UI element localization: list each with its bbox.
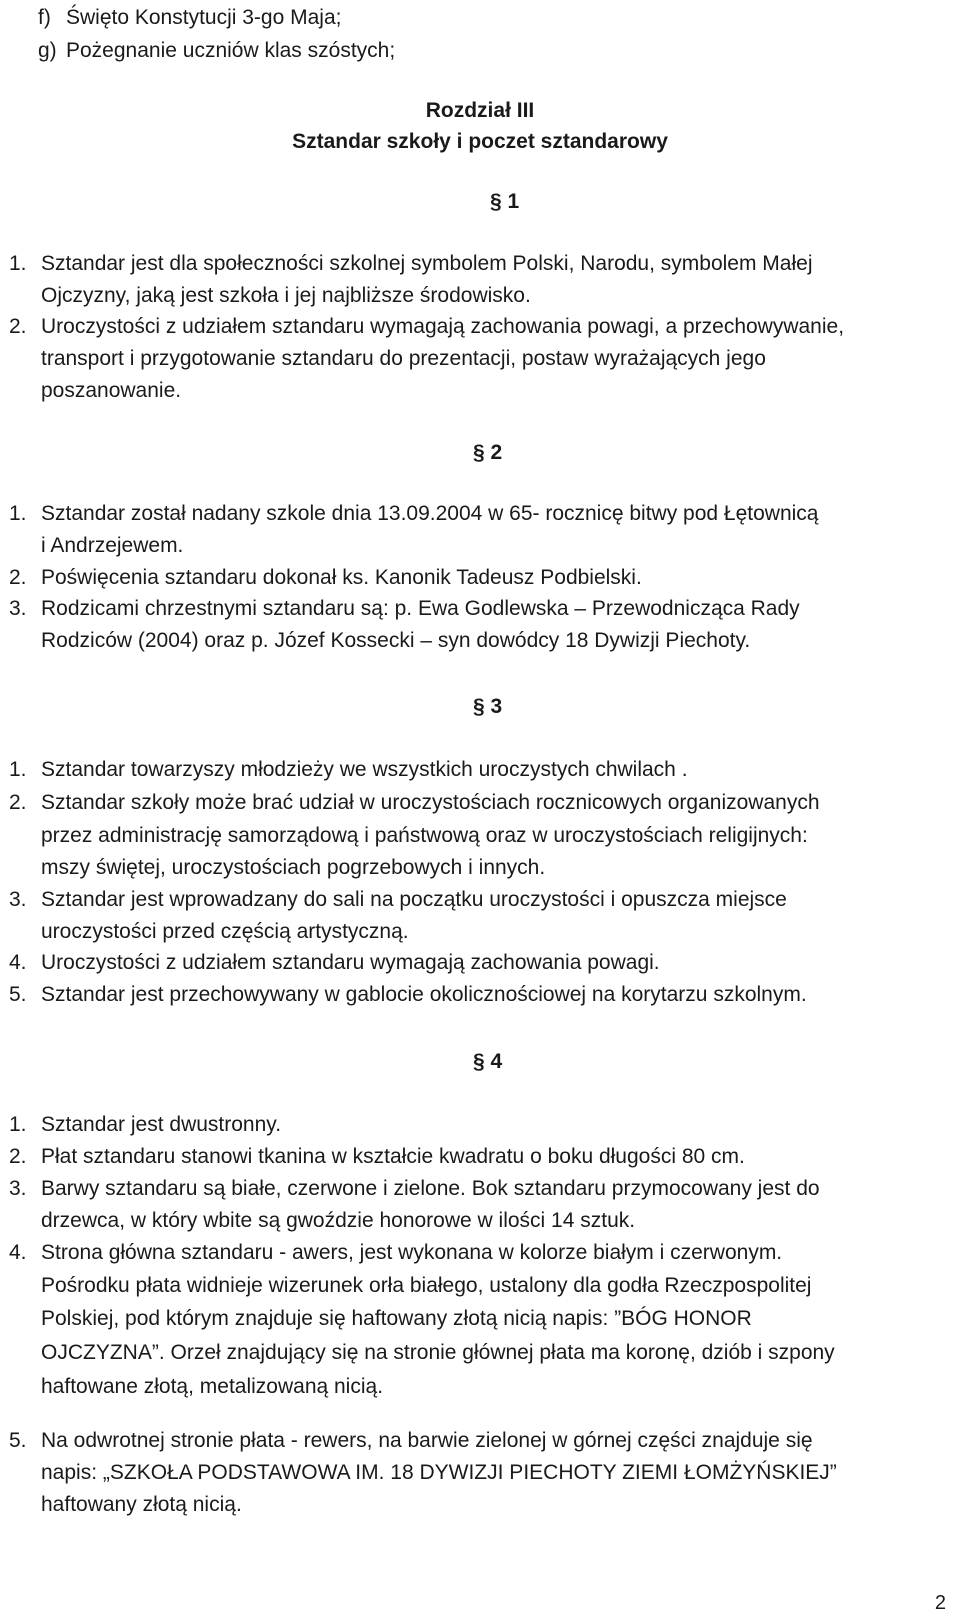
item-line: Sztandar jest przechowywany w gablocie okolicznościowej na korytarzu szkolnym. — [41, 983, 807, 1006]
item-number: 3. — [9, 888, 27, 911]
item-number: 2. — [9, 1145, 27, 1168]
item-number: 1. — [9, 252, 27, 275]
item-number: 3. — [9, 1177, 27, 1200]
paragraph-heading: § 1 — [490, 190, 520, 213]
item-line: Na odwrotnej stronie płata - rewers, na barwie zielonej w górnej części znajduje się — [41, 1429, 813, 1452]
item-number: 1. — [9, 1113, 27, 1136]
item-line: Strona główna sztandaru - awers, jest wykonana w kolorze białym i czerwonym. — [41, 1241, 783, 1264]
item-line: Sztandar jest dla społeczności szkolnej symbolem Polski, Narodu, symbolem Małej — [41, 252, 813, 275]
item-line: Uroczystości z udziałem sztandaru wymagają zachowania powagi, a przechowywanie, — [41, 315, 845, 338]
item-label: g) — [38, 39, 57, 62]
item-number: 2. — [9, 566, 27, 589]
item-line: Polskiej, pod którym znajduje się haftowany złotą nicią napis: ”BÓG HONOR — [41, 1307, 752, 1330]
item-line: poszanowanie. — [41, 379, 182, 402]
item-line: Uroczystości z udziałem sztandaru wymagają zachowania powagi. — [41, 951, 660, 974]
item-line: Sztandar szkoły może brać udział w uroczystościach rocznicowych organizowanych — [41, 791, 820, 814]
item-number: 5. — [9, 983, 27, 1006]
item-line: Sztandar towarzyszy młodzieży we wszystkich uroczystych chwilach . — [41, 758, 688, 781]
item-number: 2. — [9, 315, 27, 338]
item-text: Pożegnanie uczniów klas szóstych; — [66, 39, 396, 62]
item-line: drzewca, w który wbite są gwoździe honorowe w ilości 14 sztuk. — [41, 1209, 636, 1232]
item-text: Święto Konstytucji 3-go Maja; — [66, 6, 342, 29]
item-line: transport i przygotowanie sztandaru do prezentacji, postaw wyrażających jego — [41, 347, 766, 370]
item-number: 1. — [9, 502, 27, 525]
item-line: Pośrodku płata widnieje wizerunek orła białego, ustalony dla godła Rzeczpospolitej — [41, 1274, 812, 1297]
item-line: Rodziców (2004) oraz p. Józef Kossecki – syn dowódcy 18 Dywizji Piechoty. — [41, 629, 751, 652]
paragraph-heading: § 3 — [473, 695, 503, 718]
item-line: Poświęcenia sztandaru dokonał ks. Kanonik Tadeusz Podbielski. — [41, 566, 642, 589]
item-number: 2. — [9, 791, 27, 814]
item-label: f) — [38, 6, 51, 29]
item-line: przez administrację samorządową i państwową oraz w uroczystościach religijnych: — [41, 824, 808, 847]
item-line: napis: „SZKOŁA PODSTAWOWA IM. 18 DYWIZJI PIECHOTY ZIEMI ŁOMŻYŃSKIEJ” — [41, 1461, 837, 1484]
item-line: uroczystości przed częścią artystyczną. — [41, 920, 409, 943]
paragraph-heading: § 2 — [473, 441, 503, 464]
item-line: Ojczyzny, jaką jest szkoła i jej najbliższe środowisko. — [41, 284, 531, 307]
item-line: Płat sztandaru stanowi tkanina w kształcie kwadratu o boku długości 80 cm. — [41, 1145, 745, 1168]
item-line: i Andrzejewem. — [41, 534, 184, 557]
item-number: 5. — [9, 1429, 27, 1452]
page-number: 2 — [934, 1592, 946, 1614]
chapter-subtitle: Sztandar szkoły i poczet sztandarowy — [292, 130, 668, 153]
item-number: 4. — [9, 951, 27, 974]
item-line: mszy świętej, uroczystościach pogrzebowych i innych. — [41, 856, 546, 879]
item-line: haftowany złotą nicią. — [41, 1493, 242, 1516]
item-line: Sztandar został nadany szkole dnia 13.09.2004 w 65- rocznicę bitwy pod Łętownicą — [41, 502, 819, 525]
item-line: haftowane złotą, metalizowaną nicią. — [41, 1375, 384, 1398]
item-number: 3. — [9, 597, 27, 620]
item-number: 4. — [9, 1241, 27, 1264]
item-line: Barwy sztandaru są białe, czerwone i zielone. Bok sztandaru przymocowany jest do — [41, 1177, 820, 1200]
item-line: Sztandar jest wprowadzany do sali na początku uroczystości i opuszcza miejsce — [41, 888, 787, 911]
item-line: OJCZYZNA”. Orzeł znajdujący się na stronie głównej płata ma koronę, dziób i szpony — [41, 1341, 835, 1364]
paragraph-heading: § 4 — [473, 1050, 503, 1073]
chapter-title: Rozdział III — [425, 99, 535, 122]
item-number: 1. — [9, 758, 27, 781]
item-line: Sztandar jest dwustronny. — [41, 1113, 282, 1136]
item-line: Rodzicami chrzestnymi sztandaru są: p. Ewa Godlewska – Przewodnicząca Rady — [41, 597, 800, 620]
